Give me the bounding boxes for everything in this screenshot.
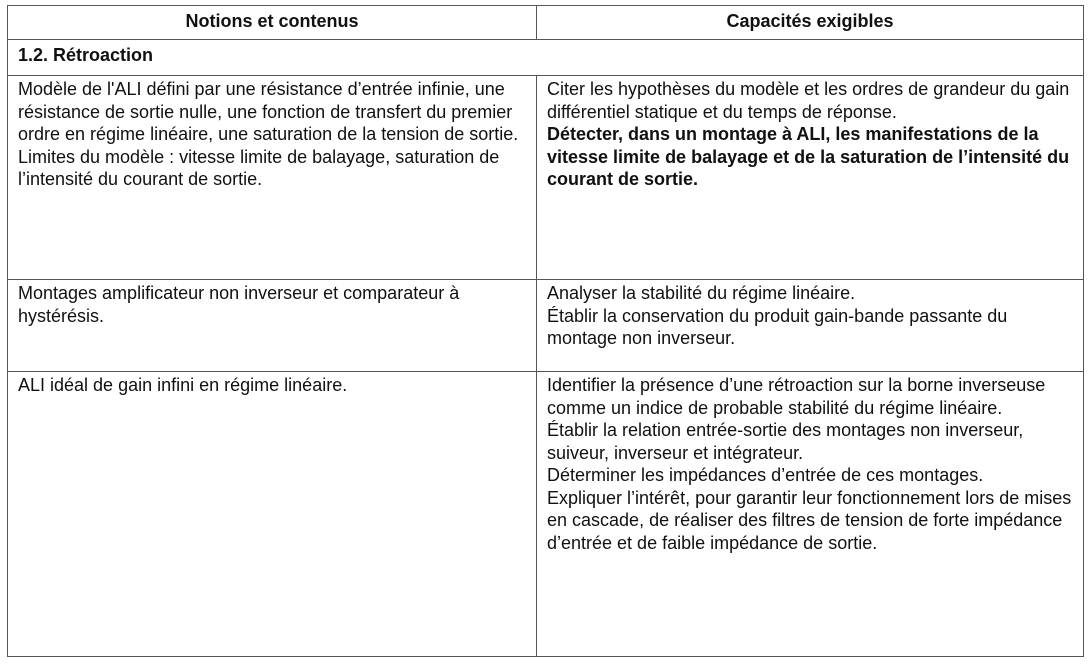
capacite-text: Identifier la présence d’une rétroaction sur la borne inverseuse comme un indice de probable stabilité du régime linéaire.: [547, 375, 1046, 418]
capacite-text: Établir la conservation du produit gain-bande passante du montage non inverseur.: [547, 305, 1008, 348]
capacites-cell: [537, 372, 1084, 657]
table-row: [8, 280, 1084, 372]
section-row: [8, 40, 1084, 76]
header-notions: Notions et contenus: [8, 6, 537, 40]
capacite-text: Analyser la stabilité du régime linéaire.: [547, 283, 856, 303]
header-capacites: Capacités exigibles: [537, 6, 1084, 40]
capacites-cell: [537, 280, 1084, 372]
section-title: 1.2. Rétroaction: [8, 40, 1084, 76]
capacite-text: Établir la relation entrée-sortie des montages non inverseur, suiveur, inverseur et intégrateur.: [547, 420, 1024, 463]
capacite-text: Expliquer l’intérêt, pour garantir leur fonctionnement lors de mises en cascade, de réaliser des filtres de tension de forte impédance d’entrée et de faible impédance de sortie.: [547, 487, 1072, 553]
notion-text: ALI idéal de gain infini en régime linéaire.: [18, 375, 348, 395]
notions-cell: [8, 76, 537, 280]
notions-cell: [8, 372, 537, 657]
notion-text: Limites du modèle : vitesse limite de balayage, saturation de l’intensité du courant de sortie.: [18, 146, 500, 189]
notion-text: Modèle de l'ALI défini par une résistance d’entrée infinie, une résistance de sortie nulle, une fonction de transfert du premier ordre en régime linéaire, une saturation de la tension de sortie.: [18, 79, 519, 144]
capacite-text: Déterminer les impédances d’entrée de ces montages.: [547, 465, 984, 485]
notions-cell: [8, 280, 537, 372]
capacite-text: Citer les hypothèses du modèle et les ordres de grandeur du gain différentiel statique et du temps de réponse.: [547, 79, 1070, 122]
table-row: [8, 372, 1084, 657]
table-row: [8, 76, 1084, 280]
program-table: [7, 5, 1084, 657]
header-row: [8, 6, 1084, 40]
capacite-text-bold: Détecter, dans un montage à ALI, les manifestations de la vitesse limite de balayage et de la saturation de l’intensité du courant de sortie.: [547, 124, 1070, 189]
capacites-cell: [537, 76, 1084, 280]
notion-text: Montages amplificateur non inverseur et comparateur à hystérésis.: [18, 283, 460, 326]
